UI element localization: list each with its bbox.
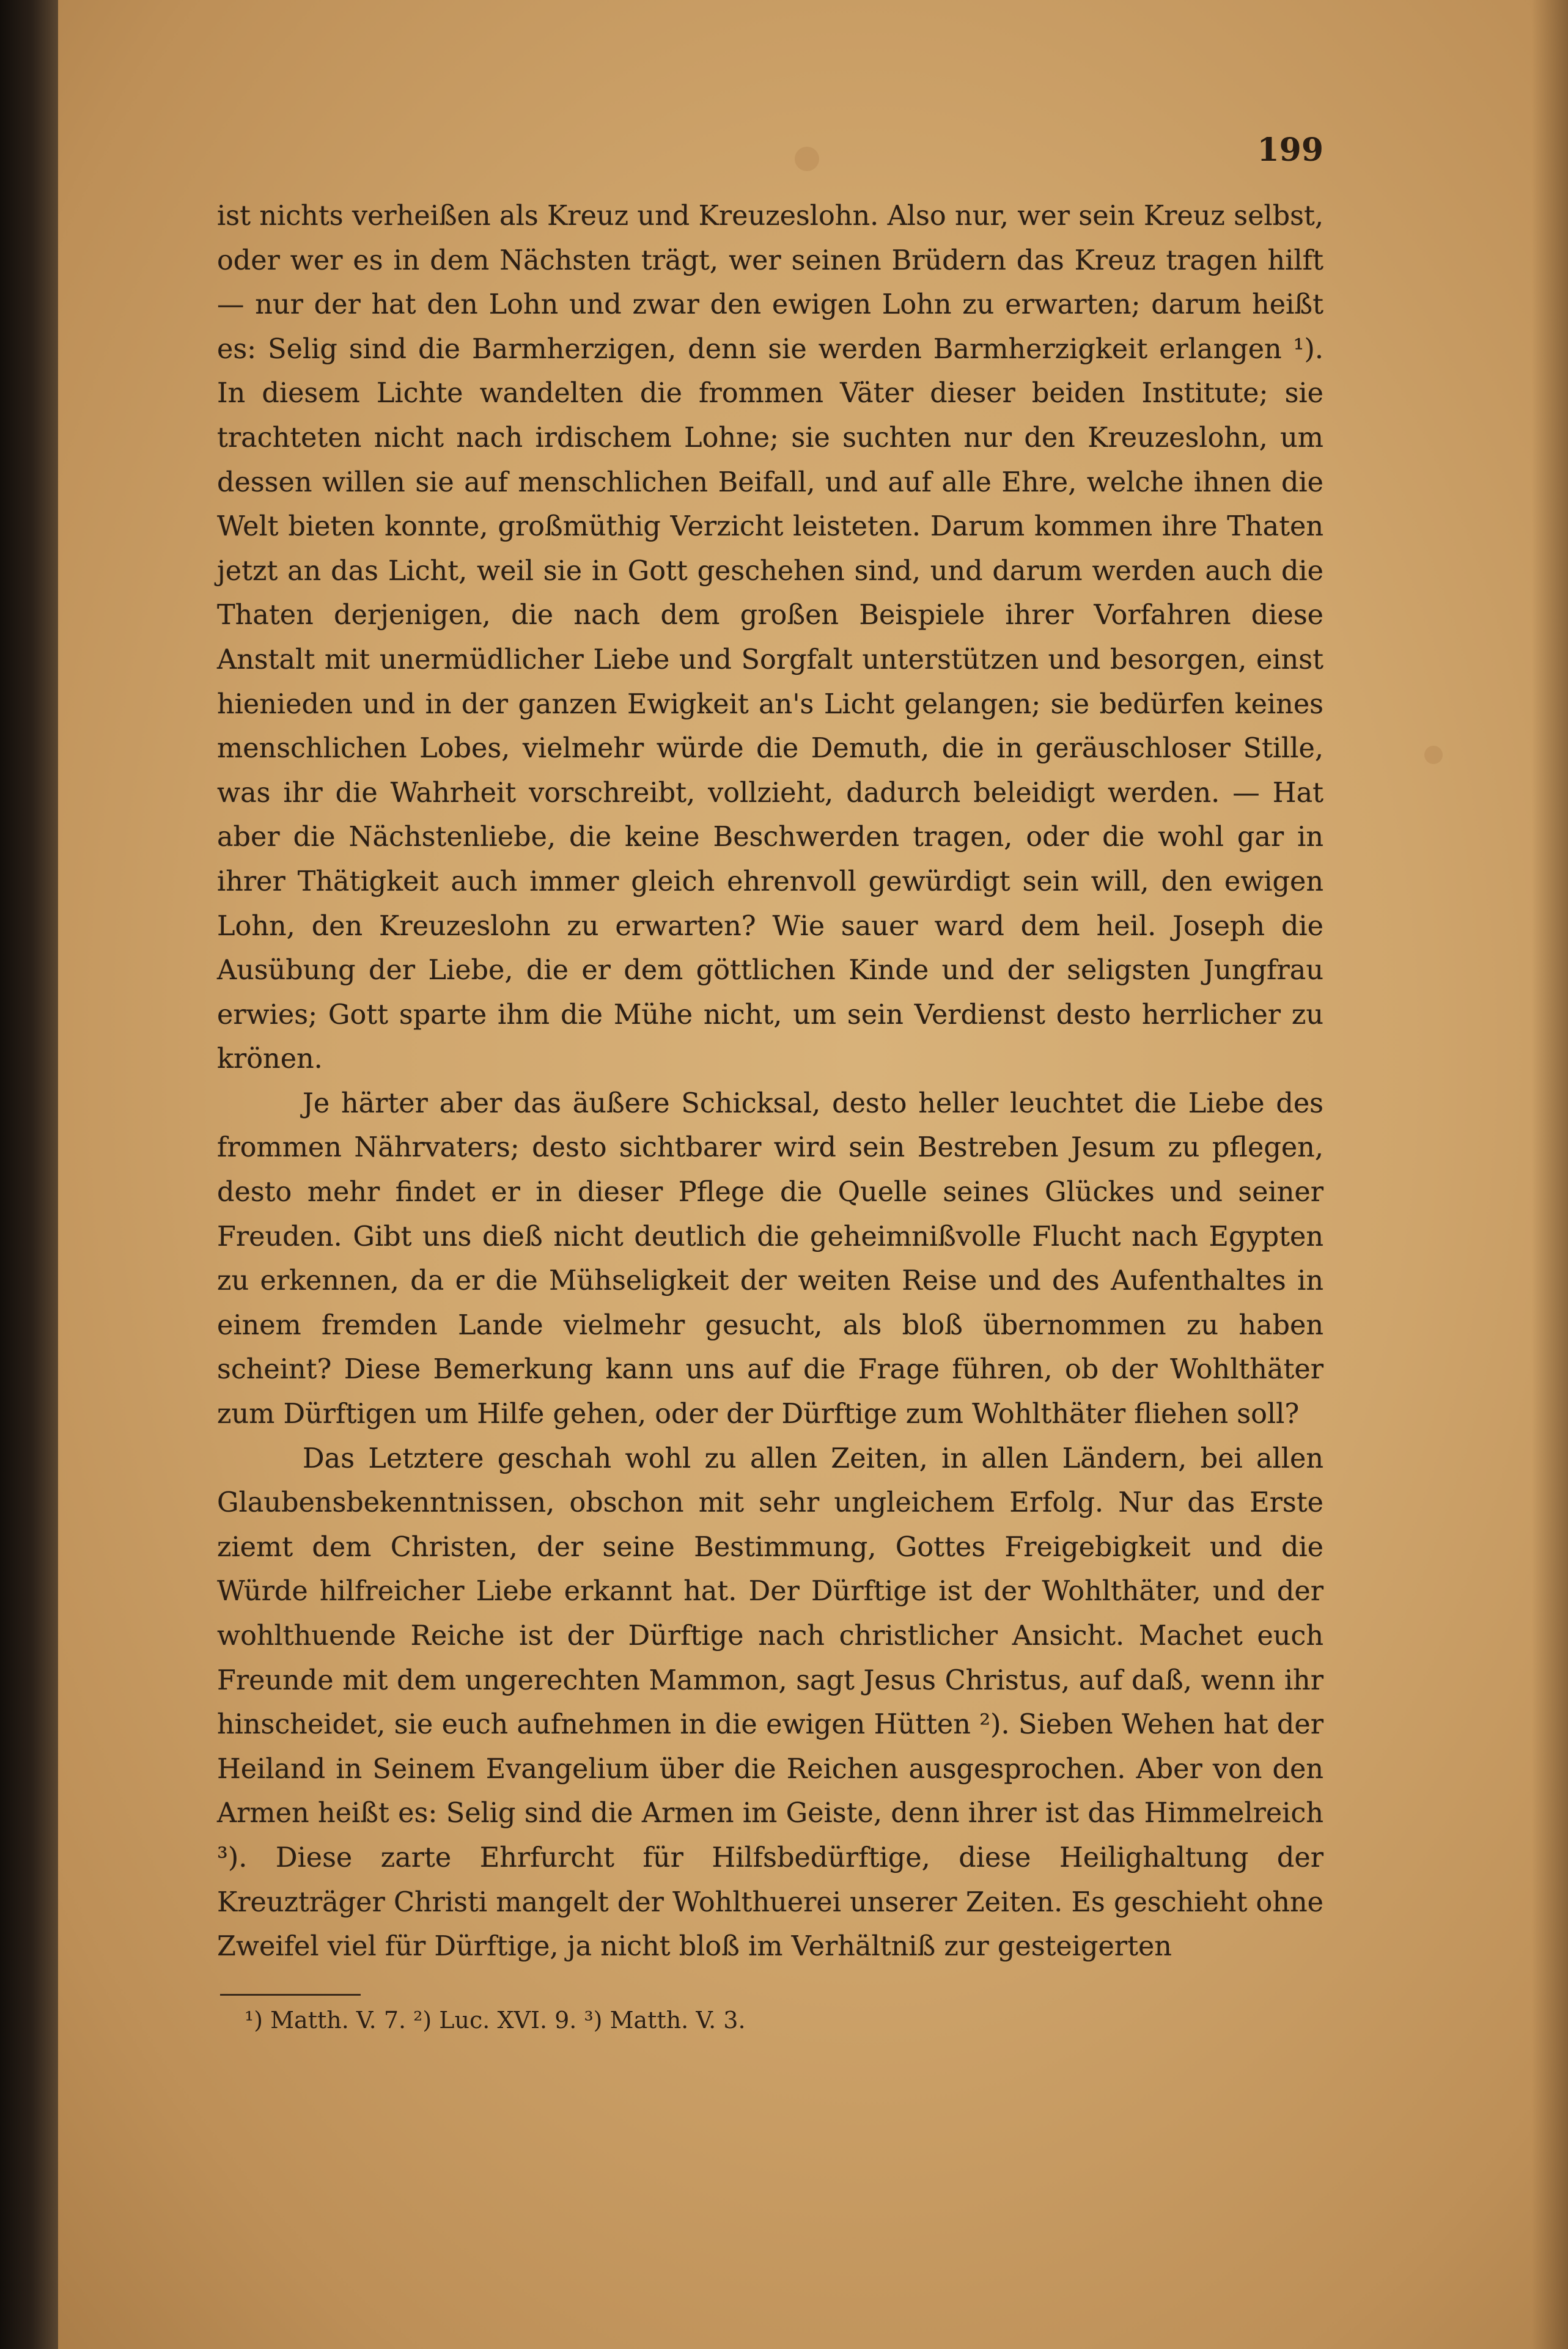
paragraph: Das Letztere geschah wohl zu allen Zeiten, in allen Ländern, bei allen Glaubensbekenntnissen, obschon mit sehr ungleichem Erfolg. Nur das Erste ziemt dem Christen, der seine Bestimmung, Gottes Freigebigkeit und die Würde hilfreicher Liebe erkannt hat. Der Dürftige ist der Wohlthäter, und der wohlthuende Reiche ist der Dürftige nach christlicher Ansicht. Machet euch Freunde mit dem ungerechten Mammon, sagt Jesus Christus, auf daß, wenn ihr hinscheidet, sie euch aufnehmen in die ewigen Hütten ²). Sieben Wehen hat der Heiland in Seinem Evangelium über die Reichen ausgesprochen. Aber von den Armen heißt es: Selig sind die Armen im Geiste, denn ihrer ist das Himmelreich ³). Diese zarte Ehrfurcht für Hilfsbedürftige, diese Heilighaltung der Kreuzträger Christi mangelt der Wohlthuerei unserer Zeiten. Es geschieht ohne Zweifel viel für Dürftige, ja nicht bloß im Verhältniß zur gesteigerten [217, 1443, 1323, 1963]
page-edge-shadow [1531, 0, 1568, 2349]
footnotes: ¹) Matth. V. 7. ²) Luc. XVI. 9. ³) Matth. V. 3. [245, 2007, 746, 2034]
paper-stain [1424, 746, 1443, 764]
page-number: 199 [1257, 131, 1323, 169]
paragraph: ist nichts verheißen als Kreuz und Kreuzeslohn. Also nur, wer sein Kreuz selbst, oder wer es in dem Nächsten trägt, wer seinen Brüdern das Kreuz tragen hilft — nur der hat den Lohn und zwar den ewigen Lohn zu erwarten; darum heißt es: Selig sind die Barmherzigen, denn sie werden Barmherzigkeit erlangen ¹). In diesem Lichte wandelten die frommen Väter dieser beiden Institute; sie trachteten nicht nach irdischem Lohne; sie suchten nur den Kreuzeslohn, um dessen willen sie auf menschlichen Beifall, und auf alle Ehre, welche ihnen die Welt bieten konnte, großmüthig Verzicht leisteten. Darum kommen ihre Thaten jetzt an das Licht, weil sie in Gott geschehen sind, und darum werden auch die Thaten derjenigen, die nach dem großen Beispiele ihrer Vorfahren diese Anstalt mit unermüdlicher Liebe und Sorgfalt unterstützen und besorgen, einst hienieden und in der ganzen Ewigkeit an's Licht gelangen; sie bedürfen keines menschlichen Lobes, vielmehr würde die Demuth, die in geräuschloser Stille, was ihr die Wahrheit vorschreibt, vollzieht, dadurch beleidigt werden. — Hat aber die Nächstenliebe, die keine Beschwerden tragen, oder die wohl gar in ihrer Thätigkeit auch immer gleich ehrenvoll gewürdigt sein will, den ewigen Lohn, den Kreuzeslohn zu erwarten? Wie sauer ward dem heil. Joseph die Ausübung der Liebe, die er dem göttlichen Kinde und der seligsten Jungfrau erwies; Gott sparte ihm die Mühe nicht, um sein Verdienst desto herrlicher zu krönen. [217, 200, 1323, 1075]
paper-stain [795, 147, 819, 171]
paragraph: Je härter aber das äußere Schicksal, desto heller leuchtet die Liebe des frommen Nährvaters; desto sichtbarer wird sein Bestreben Jesum zu pflegen, desto mehr findet er in dieser Pflege die Quelle seines Glückes und seiner Freuden. Gibt uns dieß nicht deutlich die geheimnißvolle Flucht nach Egypten zu erkennen, da er die Mühseligkeit der weiten Reise und des Aufenthaltes in einem fremden Lande vielmehr gesucht, als bloß übernommen zu haben scheint? Diese Bemerkung kann uns auf die Frage führen, ob der Wohlthäter zum Dürftigen um Hilfe gehen, oder der Dürftige zum Wohlthäter fliehen soll? [217, 1087, 1323, 1430]
body-text [217, 194, 1323, 1969]
footnote-divider [220, 1994, 361, 1996]
book-gutter [0, 0, 58, 2349]
